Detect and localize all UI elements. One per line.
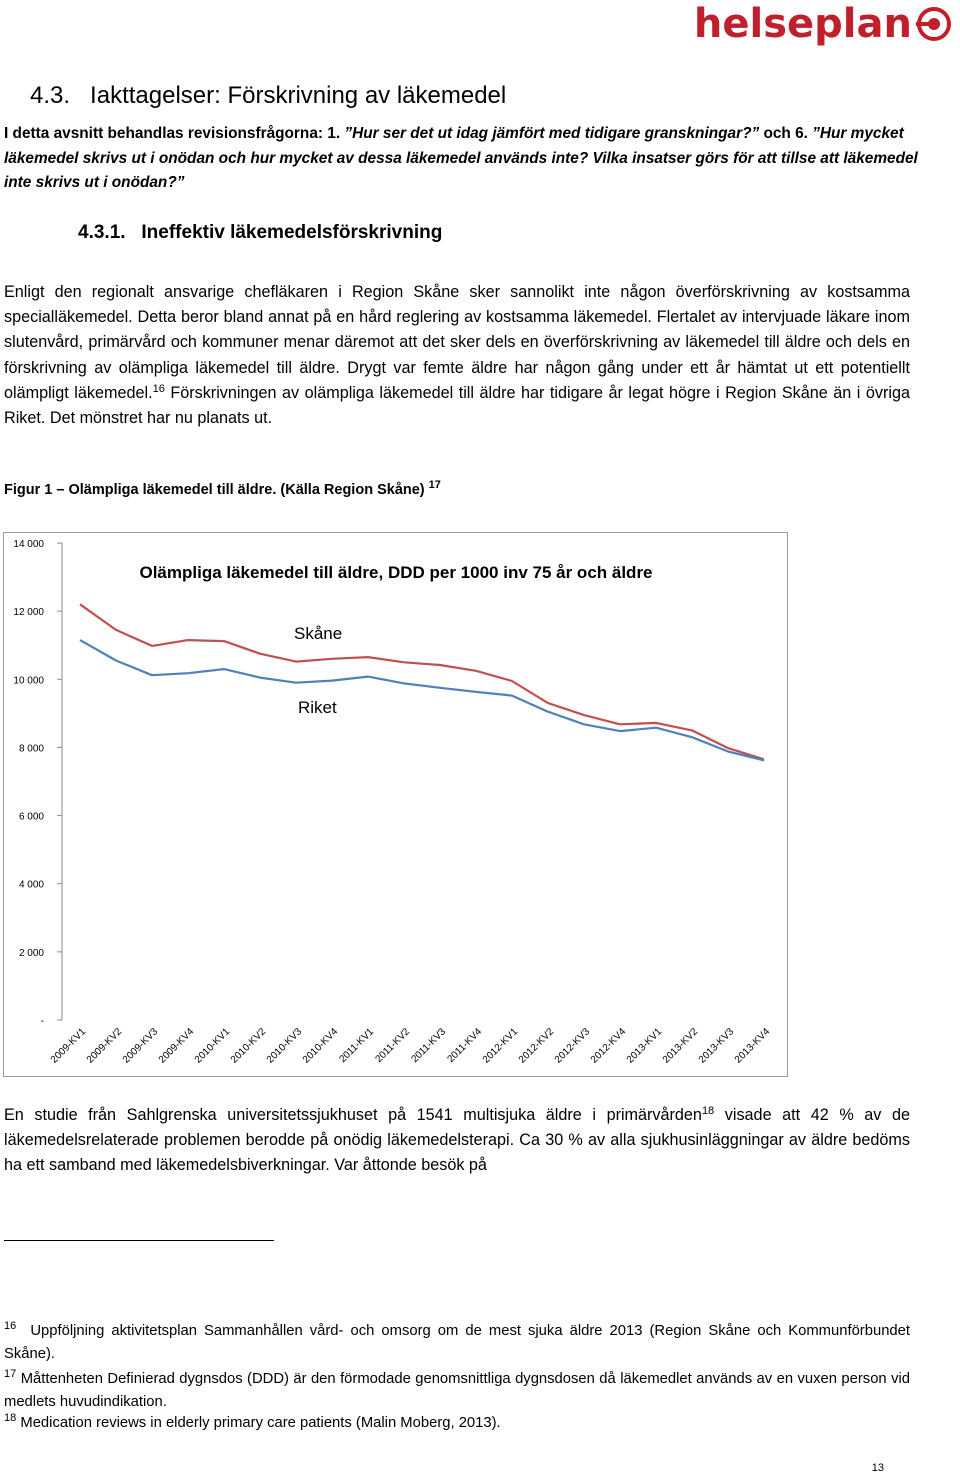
footnote-ref-18[interactable]: 18 bbox=[701, 1105, 715, 1117]
x-tick-label: 2013-KV3 bbox=[696, 1026, 737, 1066]
x-tick-label: 2013-KV2 bbox=[660, 1026, 701, 1066]
target-logo-icon bbox=[916, 6, 952, 42]
x-tick-label: 2010-KV3 bbox=[264, 1026, 305, 1066]
chart-title: Olämpliga läkemedel till äldre, DDD per 1000 inv 75 år och äldre bbox=[139, 563, 653, 582]
x-tick-label: 2012-KV1 bbox=[480, 1026, 521, 1066]
y-tick-label: 14 000 bbox=[13, 539, 44, 550]
footnote-divider bbox=[4, 1240, 274, 1241]
footnote-ref-16[interactable]: 16 bbox=[152, 382, 165, 395]
footnote-16 bbox=[4, 1320, 910, 1366]
intro-mid: och 6. bbox=[759, 125, 813, 142]
y-tick-label: 2 000 bbox=[18, 947, 44, 959]
x-tick-label: 2013-KV1 bbox=[624, 1026, 665, 1066]
footnote-17 bbox=[4, 1368, 910, 1414]
x-tick-label: 2012-KV3 bbox=[552, 1026, 593, 1066]
x-tick-label: 2009-KV1 bbox=[48, 1026, 89, 1066]
x-tick-label: 2009-KV3 bbox=[120, 1026, 161, 1066]
footnote-text: Måttenheten Definierad dygnsdos (DDD) är den förmodade genomsnittliga dygnsdosen då läkemedlet används av en vuxen person vid medlets huvudindikation. bbox=[4, 1371, 910, 1410]
footnote-18 bbox=[4, 1412, 910, 1435]
x-tick-label: 2010-KV1 bbox=[192, 1026, 233, 1066]
intro-question-1: ”Hur ser det ut idag jämfört med tidigare granskningar?” bbox=[344, 125, 760, 142]
body-paragraph-1 bbox=[4, 280, 910, 431]
logo-text: helseplan bbox=[693, 1, 912, 47]
paragraph2-text-a: En studie från Sahlgrenska universitetssjukhuset på 1541 multisjuka äldre i primärvården bbox=[4, 1106, 702, 1124]
footnote-number: 17 bbox=[4, 1368, 17, 1380]
page-number: 13 bbox=[871, 1462, 884, 1474]
intro-question-6: ”Hur mycket läkemedel skrivs ut i onödan och hur mycket av dessa läkemedel används inte? Vilka insatser görs för att tillse att läkemedel inte skrivs ut i onödan?” bbox=[4, 125, 918, 192]
x-tick-label: 2011-KV1 bbox=[337, 1026, 377, 1066]
section-number: 4.3. bbox=[30, 82, 71, 109]
section-intro bbox=[4, 122, 934, 196]
x-tick-label: 2009-KV2 bbox=[84, 1026, 125, 1066]
x-tick-label: 2010-KV4 bbox=[300, 1026, 341, 1066]
footnote-number: 18 bbox=[4, 1412, 17, 1424]
line-chart bbox=[3, 532, 788, 1077]
helseplan-logo bbox=[694, 2, 952, 46]
y-tick-label: 4 000 bbox=[18, 879, 44, 891]
annotation-riket: Riket bbox=[298, 698, 337, 717]
x-tick-label: 2011-KV4 bbox=[445, 1026, 485, 1066]
chart-svg bbox=[4, 533, 787, 1076]
figure-caption-text: Figur 1 – Olämpliga läkemedel till äldre. (Källa Region Skåne) bbox=[4, 482, 425, 498]
subsection-number: 4.3.1. bbox=[78, 222, 126, 243]
y-tick-label: 8 000 bbox=[18, 743, 44, 755]
section-title: Iakttagelser: Förskrivning av läkemedel bbox=[90, 82, 507, 109]
x-tick-label: 2012-KV4 bbox=[588, 1026, 629, 1066]
subsection-title: Ineffektiv läkemedelsförskrivning bbox=[141, 222, 443, 243]
paragraph1-text-a: Enligt den regionalt ansvarige chefläkaren i Region Skåne sker sannolikt inte någon överförskrivning av kostsamma specialläkemedel. Detta beror bland annat på en hård reglering av kostsamma läkemedel. Flertalet av intervjuade läkare inom slutenvård, primärvård och kommuner menar däremot att det sker dels en överförskrivning av läkemedel till äldre och dels en förskrivning av olämpliga läkemedel till äldre. Drygt var femte äldre har någon gång under ett år hämtat ut ett potentiellt olämpligt läkemedel. bbox=[4, 283, 910, 402]
x-tick-label: 2011-KV2 bbox=[373, 1026, 413, 1066]
subsection-heading bbox=[78, 222, 442, 244]
body-paragraph-2 bbox=[4, 1103, 910, 1179]
footnote-text: Medication reviews in elderly primary care patients (Malin Moberg, 2013). bbox=[20, 1415, 501, 1431]
y-tick-label: 12 000 bbox=[13, 607, 44, 619]
footnote-text: Uppföljning aktivitetsplan Sammanhållen vård- och omsorg om de mest sjuka äldre 2013 (Region Skåne och Kommunförbundet Skåne). bbox=[4, 1323, 910, 1362]
footnote-ref-17[interactable]: 17 bbox=[428, 479, 441, 491]
series-line-skane bbox=[80, 604, 764, 759]
y-tick-label: - bbox=[40, 1016, 44, 1027]
x-tick-label: 2013-KV4 bbox=[732, 1026, 773, 1066]
series-line-riket bbox=[80, 640, 764, 760]
x-tick-label: 2010-KV2 bbox=[228, 1026, 269, 1066]
paragraph2-text-b: visade att 42 % av de läkemedelsrelaterade problemen berodde på onödig läkemedelsterapi. Ca 30 % av alla sjukhusinläggningar av äldre bedöms ha ett samband med läkemedelsbiverkningar. Var åttonde besök på bbox=[4, 1106, 910, 1175]
footnote-number: 16 bbox=[4, 1320, 17, 1332]
x-tick-label: 2012-KV2 bbox=[516, 1026, 557, 1066]
y-tick-label: 6 000 bbox=[18, 811, 44, 823]
figure-caption bbox=[4, 479, 441, 498]
annotation-skane: Skåne bbox=[294, 624, 343, 643]
x-tick-label: 2011-KV3 bbox=[409, 1026, 449, 1066]
section-heading bbox=[30, 82, 506, 110]
intro-plain: I detta avsnitt behandlas revisionsfrågorna: 1. bbox=[4, 125, 345, 142]
paragraph1-text-b: Förskrivningen av olämpliga läkemedel till äldre har tidigare år legat högre i Region Skåne än i övriga Riket. Det mönstret har nu planats ut. bbox=[4, 383, 910, 428]
x-tick-label: 2009-KV4 bbox=[156, 1026, 197, 1066]
y-tick-label: 10 000 bbox=[13, 675, 44, 687]
